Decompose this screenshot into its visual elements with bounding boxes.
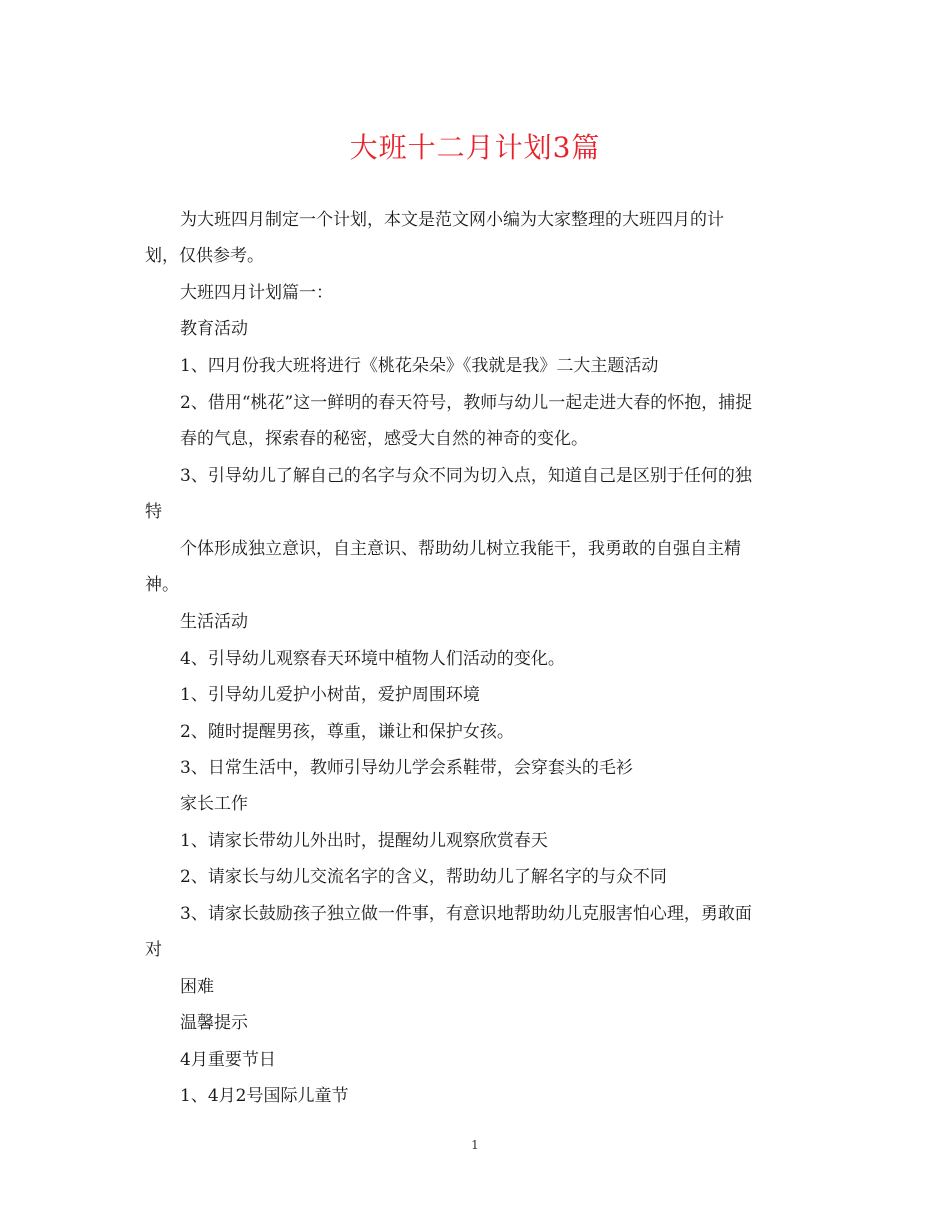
paragraph-line: 特 — [145, 502, 162, 522]
list-item: 3、引导幼儿了解自己的名字与众不同为切入点，知道自己是区别于任何的独 — [180, 466, 752, 486]
paragraph-line: 划，仅供参考。 — [145, 246, 264, 266]
list-item: 1、引导幼儿爱护小树苗，爱护周围环境 — [180, 685, 480, 705]
paragraph-line: 4月重要节日 — [180, 1050, 276, 1070]
list-item: 2、随时提醒男孩，尊重，谦让和保护女孩。 — [180, 722, 514, 742]
list-item: 1、4月2号国际儿童节 — [180, 1086, 349, 1106]
paragraph-line: 春的气息，探索春的秘密，感受大自然的神奇的变化。 — [180, 429, 588, 449]
list-item: 3、请家长鼓励孩子独立做一件事，有意识地帮助幼儿克服害怕心理，勇敢面 — [180, 904, 752, 924]
paragraph-line: 为大班四月制定一个计划，本文是范文网小编为大家整理的大班四月的计 — [180, 210, 724, 230]
section-heading: 温馨提示 — [180, 1013, 248, 1033]
paragraph-line: 神。 — [145, 575, 179, 595]
section-heading: 生活活动 — [180, 612, 248, 632]
list-item: 3、日常生活中，教师引导幼儿学会系鞋带，会穿套头的毛衫 — [180, 758, 633, 778]
document-title: 大班十二月计划3篇 — [349, 131, 601, 164]
paragraph-line: 个体形成独立意识，自主意识、帮助幼儿树立我能干，我勇敢的自强自主精 — [180, 539, 741, 559]
list-item: 1、四月份我大班将进行《桃花朵朵》《我就是我》二大主题活动 — [180, 356, 659, 376]
section-heading: 教育活动 — [180, 319, 248, 339]
page-number: 1 — [471, 1138, 479, 1152]
paragraph-line: 大班四月计划篇一： — [180, 283, 333, 303]
paragraph-line: 对 — [145, 940, 162, 960]
list-item: 1、请家长带幼儿外出时，提醒幼儿观察欣赏春天 — [180, 831, 548, 851]
section-heading: 家长工作 — [180, 794, 248, 814]
list-item: 2、请家长与幼儿交流名字的含义，帮助幼儿了解名字的与众不同 — [180, 867, 667, 887]
list-item: 2、借用“桃花”这一鲜明的春天符号，教师与幼儿一起走进大春的怀抱，捕捉 — [180, 393, 753, 413]
paragraph-line: 困难 — [180, 977, 214, 997]
list-item: 4、引导幼儿观察春天环境中植物人们活动的变化。 — [180, 649, 565, 669]
